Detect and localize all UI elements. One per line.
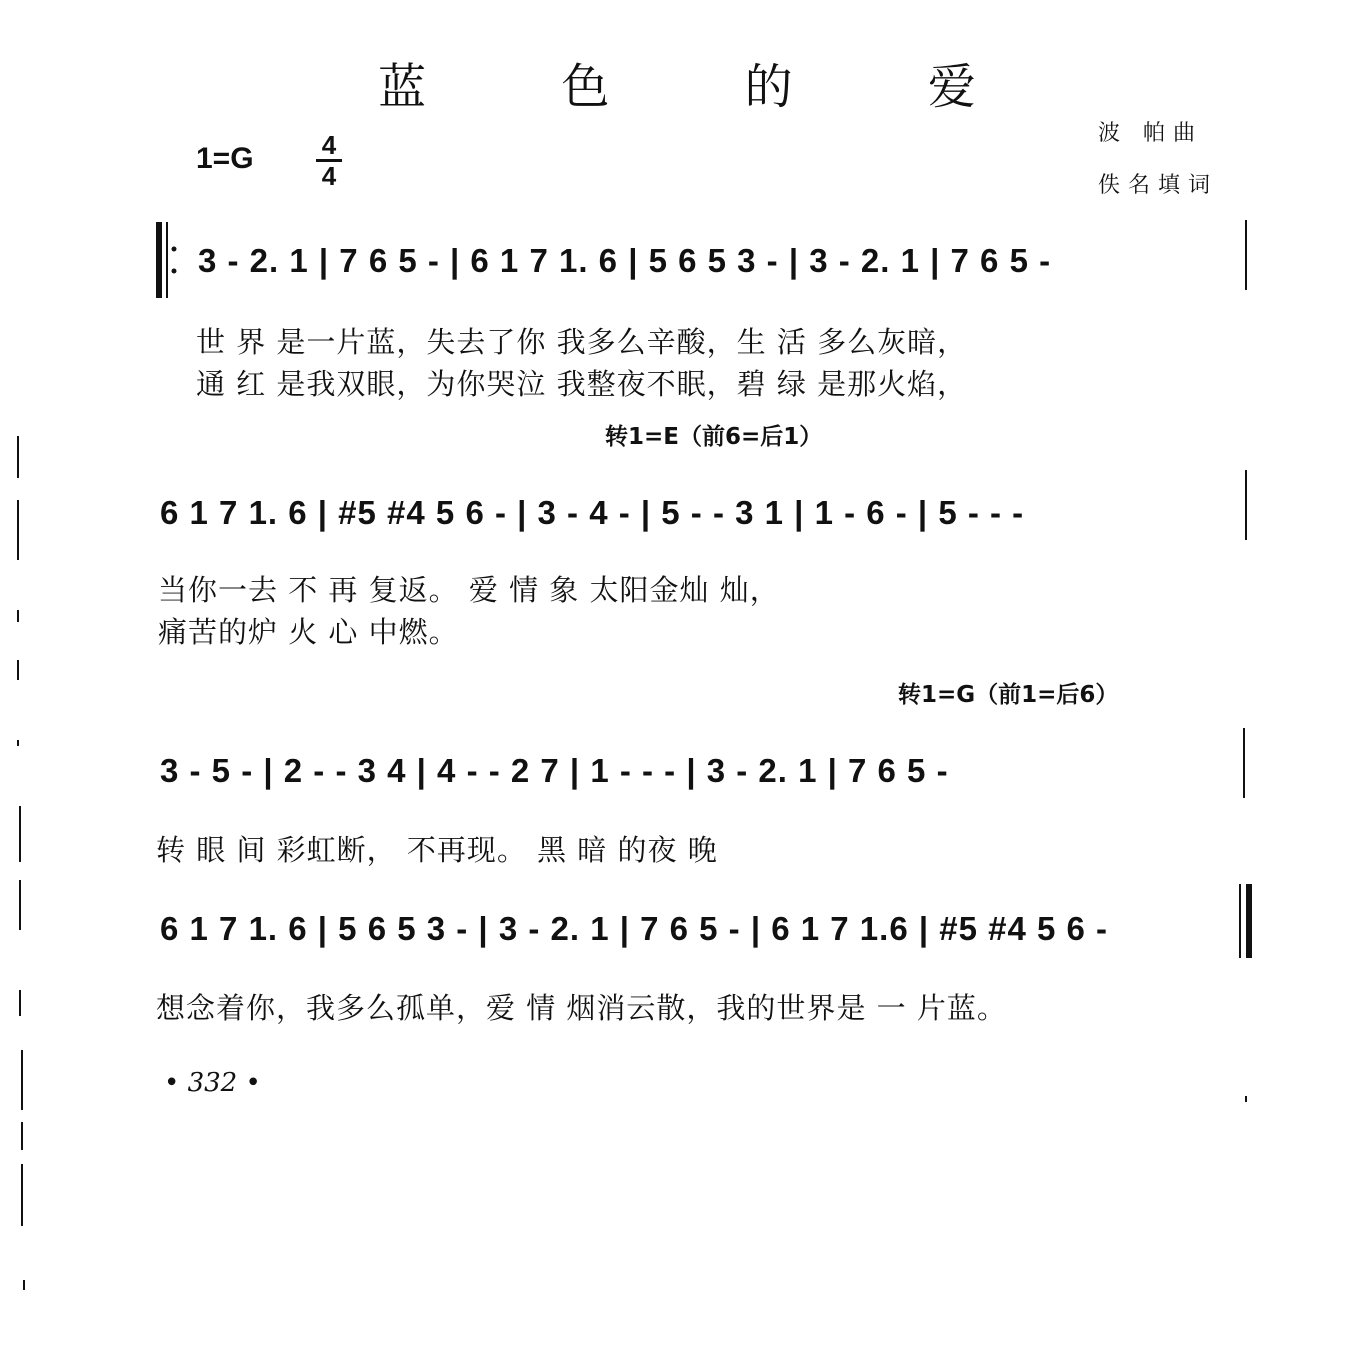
lyric-line-3: 转 眼 间 彩虹断， 不再现。 黑 暗 的夜 晚	[156, 833, 718, 867]
modulation-marker-2: 转1=G（前1=后6）	[898, 682, 1119, 708]
notation-line-3: 3 - 5 - | 2 - - 3 4 | 4 - - 2 7 | 1 - - - | 3 - 2. 1 | 7 6 5 -	[160, 752, 949, 789]
repeat-sign-start	[156, 222, 177, 298]
time-signature-top: 4	[321, 130, 337, 160]
lyric-line-4: 想念着你，我多么孤单，爱 情 烟消云散，我的世界是 一 片蓝。	[156, 991, 1007, 1025]
lyricist-credit: 佚名填词	[1098, 173, 1219, 198]
lyric-line-1b: 通 红 是我双眼，为你哭泣 我整夜不眠，碧 绿 是那火焰，	[196, 367, 968, 401]
song-title: 蓝 色 的 爱	[378, 59, 1036, 115]
page-number: • 332 •	[164, 1068, 261, 1098]
final-barline	[1240, 884, 1252, 958]
modulation-marker-1: 转1=E（前6=后1）	[605, 424, 823, 450]
time-signature-bottom: 4	[321, 161, 337, 191]
lyric-line-1a: 世 界 是一片蓝，失去了你 我多么辛酸，生 活 多么灰暗，	[196, 325, 968, 359]
notation-line-1: 3 - 2. 1 | 7 6 5 - | 6 1 7 1. 6 | 5 6 5 3 - | 3 - 2. 1 | 7 6 5 -	[198, 242, 1052, 279]
key-signature: 1=G	[196, 142, 254, 175]
composer-credit: 波 帕曲	[1098, 121, 1203, 146]
lyric-line-2b: 痛苦的炉 火 心 中燃。	[158, 615, 459, 649]
notation-line-2: 6 1 7 1. 6 | #5 #4 5 6 - | 3 - 4 - | 5 - - 3 1 | 1 - 6 - | 5 - - -	[160, 494, 1025, 531]
lyric-line-2a: 当你一去 不 再 复返。 爱 情 象 太阳金灿 灿，	[158, 573, 780, 607]
notation-line-4: 6 1 7 1. 6 | 5 6 5 3 - | 3 - 2. 1 | 7 6 5 - | 6 1 7 1.6 | #5 #4 5 6 -	[160, 910, 1109, 947]
scan-margin-marks	[18, 436, 1246, 1290]
